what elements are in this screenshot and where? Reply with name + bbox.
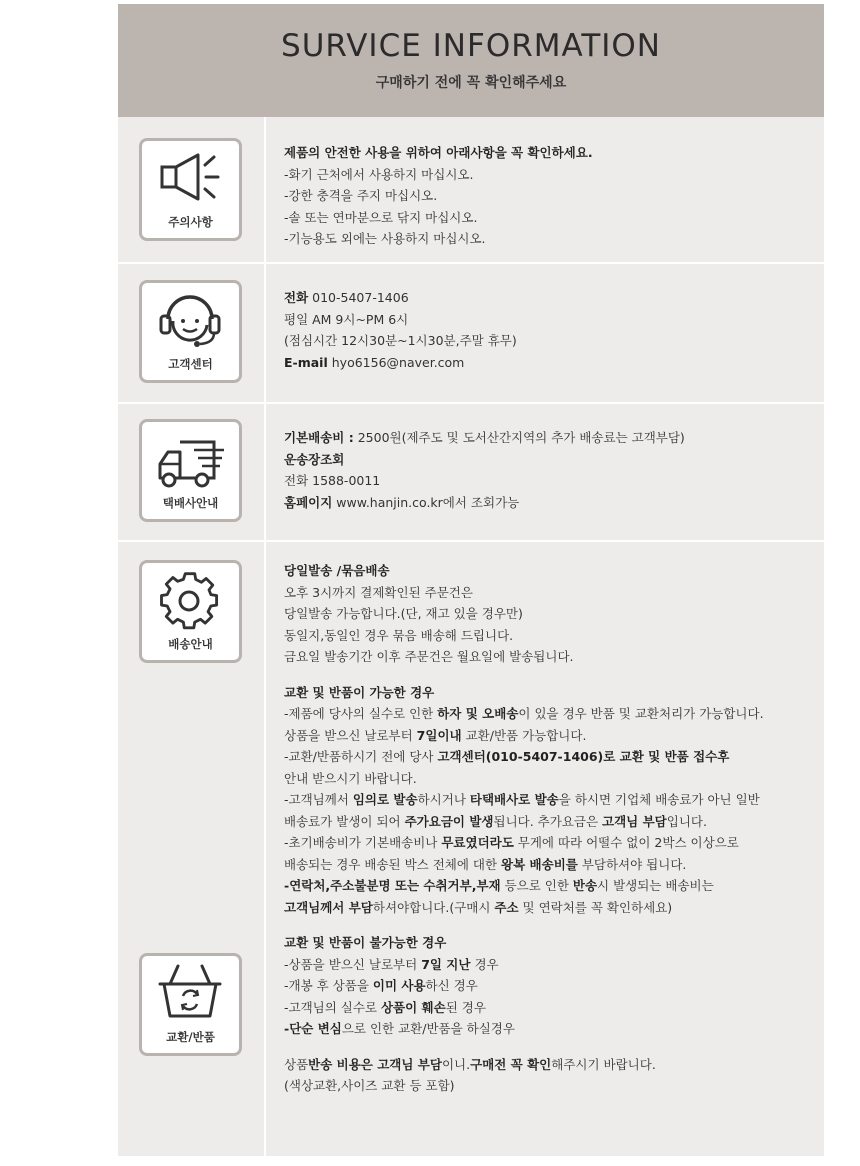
- exchange-possible-line: 안내 받으시기 바랍니다.: [284, 770, 417, 786]
- delivery-line: 오후 3시까지 결제확인된 주문건은: [284, 584, 473, 600]
- exchange-impossible-line: -개봉 후 상품을 이미 사용하신 경우: [284, 978, 478, 993]
- caution-line: -기능용도 외에는 사용하지 마십시오.: [284, 231, 486, 246]
- fee-line: [284, 427, 685, 449]
- row-divider: [118, 262, 824, 264]
- delivery-line: 동일지,동일인 경우 묶음 배송해 드립니다.: [284, 627, 514, 643]
- fee-label: 기본배송비 :: [284, 430, 354, 445]
- service-center-content: [284, 287, 517, 373]
- hours-line: 평일 AM 9시~PM 6시: [284, 311, 409, 327]
- exchange-icon-box: [139, 953, 242, 1056]
- delivery-icon-box: [139, 560, 242, 663]
- delivery-line: 당일발송 가능합니다.(단, 재고 있을 경우만): [284, 606, 523, 621]
- exchange-impossible-line: -상품을 받으신 날로부터 7일 지난 경우: [284, 956, 499, 972]
- caution-icon-box: [139, 138, 242, 241]
- service-center-icon-box: [139, 280, 242, 383]
- phone-label: 전화: [284, 290, 309, 305]
- homepage-value: www.hanjin.co.kr에서 조회가능: [336, 494, 520, 510]
- exchange-possible-line: 배송료가 발생이 되어 주가요금이 발생됩니다. 추가요금은 고객님 부담입니다.: [284, 813, 707, 829]
- courier-label: 택배사안내: [162, 496, 219, 510]
- tracking-label: 운송장조회: [284, 451, 345, 467]
- caution-heading: 제품의 안전한 사용을 위하여 아래사항을 꼭 확인하세요.: [284, 145, 593, 160]
- page-subtitle: 구매하기 전에 꼭 확인해주세요: [375, 75, 567, 91]
- exchange-possible-line: 고객님께서 부담하셔야합니다.(구매시 주소 및 연락처를 꼭 확인하세요): [284, 899, 673, 915]
- row-divider: [118, 402, 824, 404]
- exchange-possible-line: 상품을 받으신 날로부터 7일이내 교환/반품 가능합니다.: [284, 727, 587, 743]
- caution-label: 주의사항: [168, 215, 213, 229]
- page-title: SURVICE INFORMATION: [281, 28, 661, 64]
- exchange-possible-heading: 교환 및 반품이 가능한 경우: [284, 684, 435, 700]
- exchange-possible-line: -연락처,주소불분명 또는 수취거부,부재 등으로 인한 반송시 발생되는 배송비는: [284, 878, 714, 893]
- phone-number: 010-5407-1406: [312, 290, 409, 305]
- email-line: [284, 352, 517, 374]
- return-cost-note: 상품반송 비용은 고객님 부담이니.구매전 꼭 확인해주시기 바랍니다.: [284, 1056, 656, 1072]
- exchange-possible-line: 배송되는 경우 배송된 박스 전체에 대한 왕복 배송비를 부담하셔야 됩니다.: [284, 856, 687, 872]
- exchange-possible-line: -교환/반품하시기 전에 당사 고객센터(010-5407-1406)로 교환 및 반품 접수후: [284, 749, 730, 764]
- courier-phone: 전화 1588-0011: [284, 473, 381, 488]
- exchange-possible-line: -초기배송비가 기본배송비나 무료였더라도 무게에 따라 어떨수 없이 2박스 이상으로: [284, 835, 739, 850]
- row-divider: [118, 540, 824, 542]
- courier-content: [284, 427, 685, 513]
- delivery-label: 배송안내: [168, 637, 213, 651]
- courier-icon-box: [139, 419, 242, 522]
- exchange-possible-line: -고객님께서 임의로 발송하시거나 타택배사로 발송을 하시면 기업체 배송료가 아닌 일반: [284, 792, 760, 807]
- service-center-label: 고객센터: [168, 357, 213, 371]
- homepage-line: [284, 492, 685, 514]
- caution-line: -화기 근처에서 사용하지 마십시오.: [284, 166, 474, 182]
- email-address: hyo6156@naver.com: [331, 354, 465, 370]
- delivery-content: [284, 560, 764, 1097]
- email-label: E-mail: [284, 354, 328, 370]
- caution-content: [284, 142, 593, 250]
- exchange-possible-line: -제품에 당사의 실수로 인한 하자 및 오배송이 있을 경우 반품 및 교환처리가 가능합니다.: [284, 706, 764, 721]
- exchange-label: 교환/반품: [166, 1030, 215, 1044]
- service-info-panel: [118, 4, 824, 1156]
- caution-line: -솔 또는 연마분으로 닦지 마십시오.: [284, 209, 478, 225]
- return-cost-note-sub: (색상교환,사이즈 교환 등 포함): [284, 1078, 455, 1093]
- header: [118, 4, 824, 117]
- column-divider: [264, 117, 266, 1156]
- exchange-impossible-line: -고객님의 실수로 상품이 훼손된 경우: [284, 999, 486, 1015]
- lunch-line: (점심시간 12시30분~1시30분,주말 휴무): [284, 333, 517, 348]
- exchange-impossible-heading: 교환 및 반품이 불가능한 경우: [284, 935, 447, 950]
- fee-value: 2500원(제주도 및 도서산간지역의 추가 배송료는 고객부담): [357, 430, 685, 445]
- delivery-heading: 당일발송 /묶음배송: [284, 563, 390, 578]
- homepage-label: 홈페이지: [284, 494, 333, 510]
- exchange-impossible-line: -단순 변심으로 인한 교환/반품을 하실경우: [284, 1021, 515, 1036]
- delivery-line: 금요일 발송기간 이후 주문건은 월요일에 발송됩니다.: [284, 649, 574, 664]
- phone-line: [284, 287, 517, 309]
- caution-line: -강한 충격을 주지 마십시오.: [284, 188, 438, 203]
